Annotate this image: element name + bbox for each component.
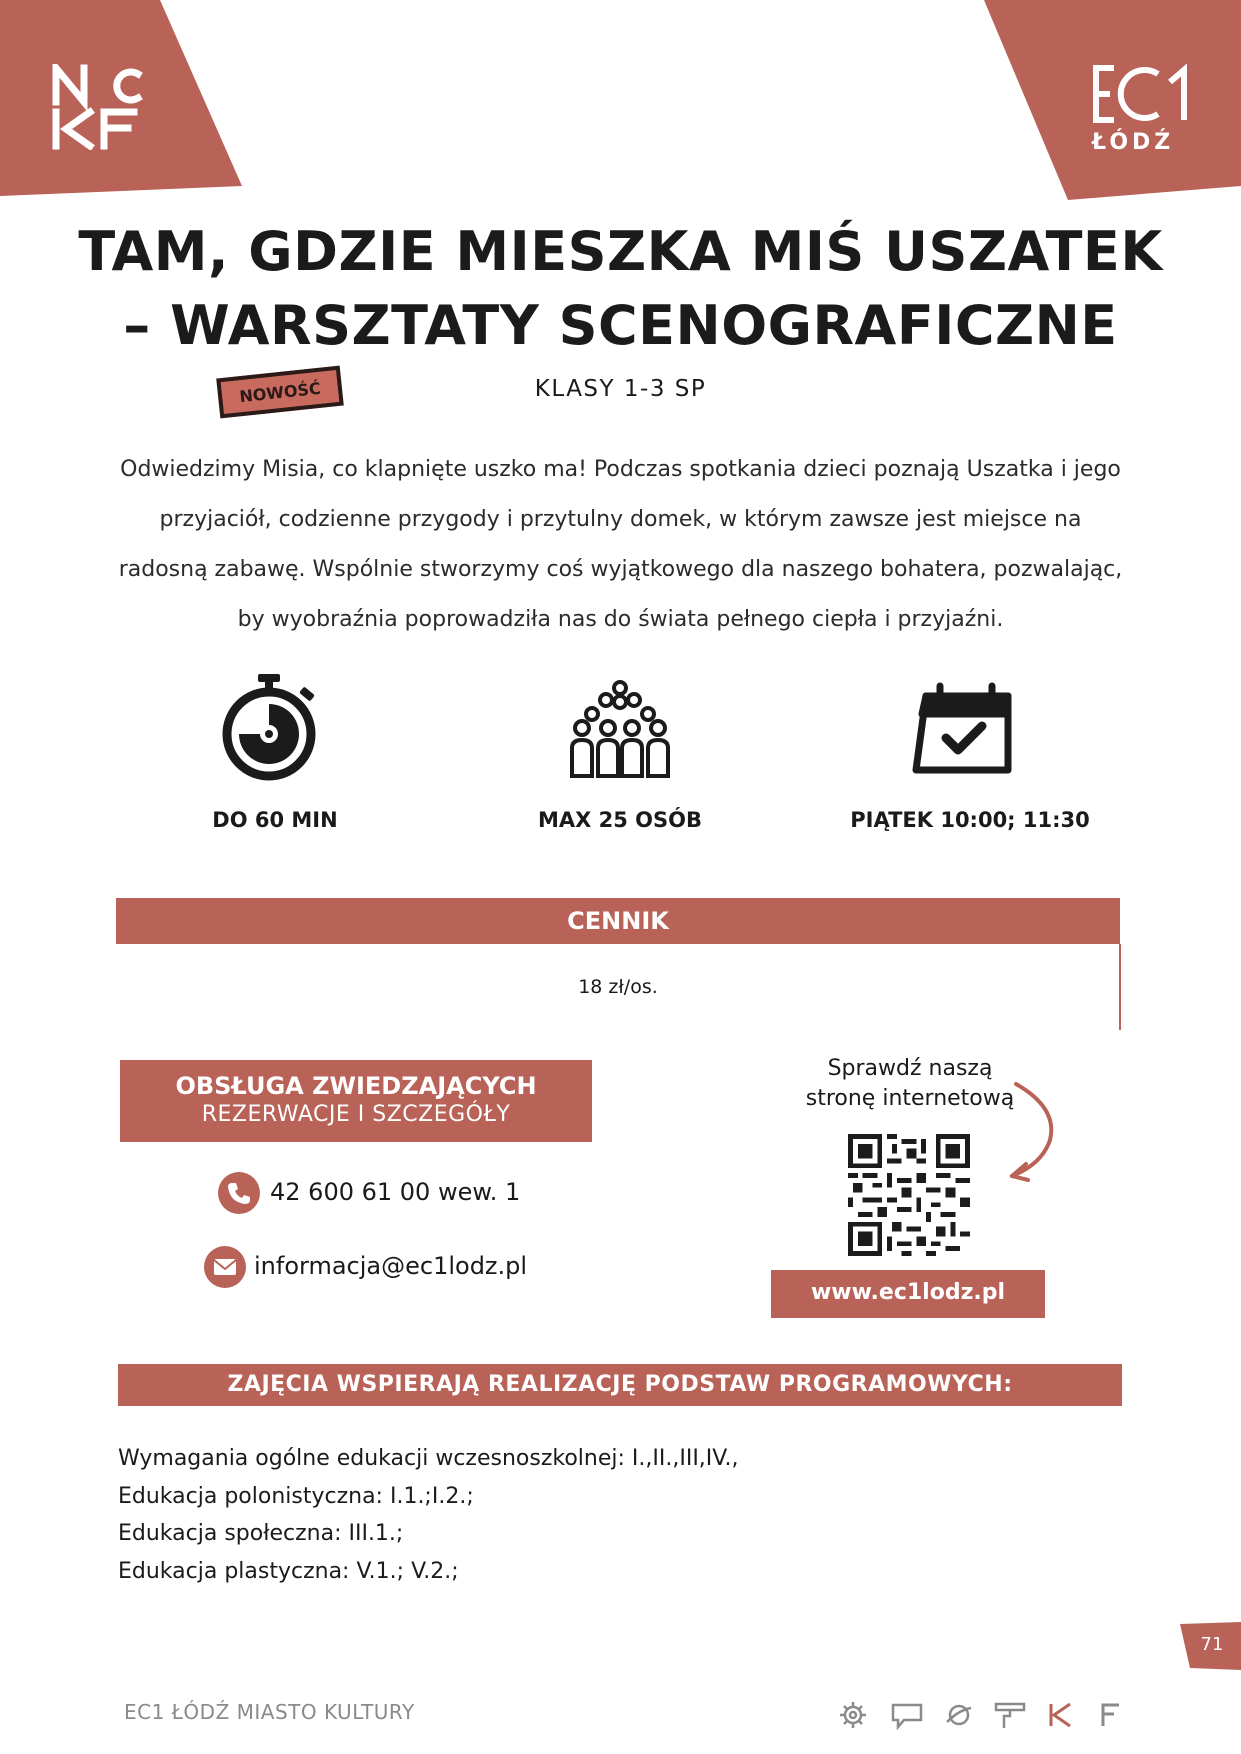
paint-roller-icon xyxy=(994,1700,1026,1730)
gear-icon xyxy=(838,1700,868,1730)
calendar-check-icon xyxy=(910,682,1016,782)
duration-label: DO 60 MIN xyxy=(212,808,338,832)
nckf-logo xyxy=(52,64,144,150)
nckf-k-icon xyxy=(1048,1702,1074,1728)
speech-bubble-icon xyxy=(890,1702,924,1730)
phone-number[interactable]: 42 600 61 00 wew. 1 xyxy=(270,1178,521,1206)
email-icon xyxy=(204,1246,246,1292)
new-badge: NOWOŚĆ xyxy=(216,366,344,419)
qr-code-icon[interactable] xyxy=(848,1134,970,1256)
footer-org-name: EC1 ŁÓDŹ MIASTO KULTURY xyxy=(124,1700,415,1724)
email-address[interactable]: informacja@ec1lodz.pl xyxy=(254,1252,528,1280)
curriculum-item: Edukacja społeczna: III.1.; xyxy=(118,1521,404,1546)
curriculum-item: Edukacja polonistyczna: I.1.;I.2.; xyxy=(118,1484,474,1509)
price-value: 18 zł/os. xyxy=(578,976,658,998)
arrow-icon xyxy=(1000,1078,1064,1184)
phone-icon xyxy=(218,1172,260,1218)
page-title-line-2: – WARSZTATY SCENOGRAFICZNE xyxy=(123,294,1118,357)
website-prompt-line-2: stronę internetową xyxy=(805,1086,1015,1111)
page-title-line-1: TAM, GDZIE MIESZKA MIŚ USZATEK xyxy=(78,220,1163,283)
group-size-label: MAX 25 OSÓB xyxy=(537,808,703,832)
contact-header xyxy=(120,1060,592,1142)
curriculum-item: Edukacja plastyczna: V.1.; V.2.; xyxy=(118,1559,459,1584)
description: Odwiedzimy Misia, co klapnięte uszko ma! Podczas spotkania dzieci poznają Uszatka i jego przyjaciół, codzienne przygody i przytulny domek, w którym zawsze jest miejsce na radosną zabawę. Wspólnie stworzymy coś wyjątkowego dla naszego bohatera, pozwalając, by wyobraźnia poprowadziła nas do świata pełnego ciepła i przyjaźni. xyxy=(118,457,1123,632)
grade-level: KLASY 1-3 SP xyxy=(534,376,707,402)
pricing-header: CENNIK xyxy=(116,898,1120,944)
stopwatch-icon xyxy=(218,672,322,786)
contact-heading-line-2: REZERWACJE I SZCZEGÓŁY xyxy=(201,1102,511,1127)
schedule-label: PIĄTEK 10:00; 11:30 xyxy=(850,808,1090,832)
ec1-lodz-logo: ŁÓDŹ xyxy=(1092,64,1200,156)
curriculum-header: ZAJĘCIA WSPIERAJĄ REALIZACJĘ PODSTAW PROGRAMOWYCH: xyxy=(118,1364,1122,1406)
page-number: 71 xyxy=(1200,1634,1224,1655)
planet-icon xyxy=(944,1700,974,1730)
website-link[interactable]: www.ec1lodz.pl xyxy=(771,1270,1045,1318)
group-icon xyxy=(568,678,672,786)
curriculum-item: Wymagania ogólne edukacji wczesnoszkolnej: I.,II.,III,IV., xyxy=(118,1446,739,1471)
website-prompt-line-1: Sprawdź naszą xyxy=(827,1056,993,1081)
nckf-f-icon xyxy=(1100,1702,1122,1728)
contact-heading-line-1: OBSŁUGA ZWIEDZAJĄCYCH xyxy=(175,1072,537,1100)
